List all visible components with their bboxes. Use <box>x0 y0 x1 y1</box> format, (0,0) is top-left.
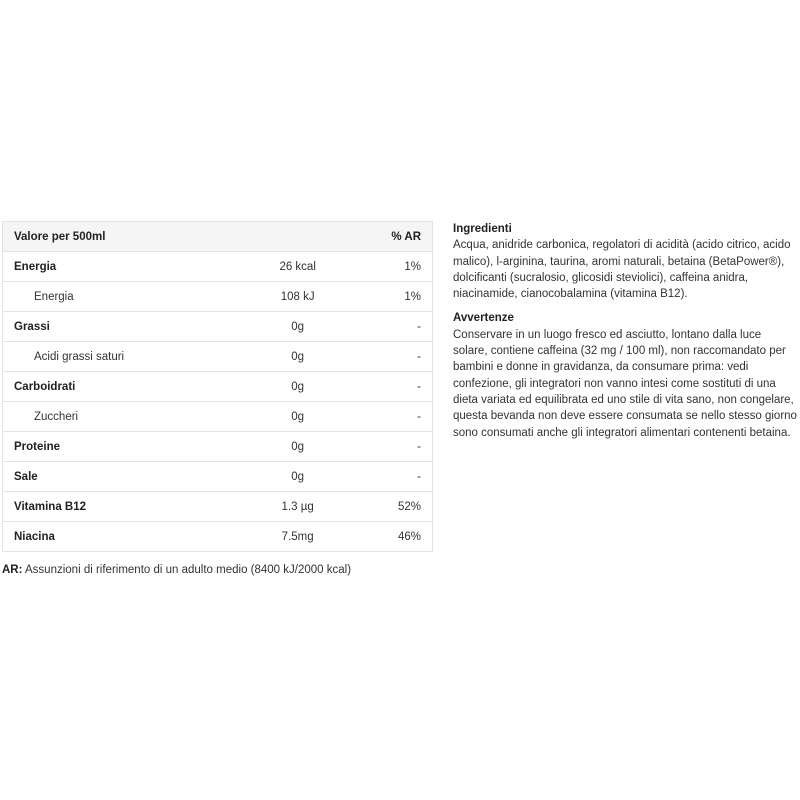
header-label: Valore per 500ml <box>3 222 234 252</box>
warnings-title: Avvertenze <box>453 312 514 325</box>
table-row <box>3 282 433 312</box>
nutrient-name: Carboidrati <box>3 372 234 402</box>
footnote-text: Assunzioni di riferimento di un adulto medio (8400 kJ/2000 kcal) <box>22 564 352 576</box>
nutrient-name: Zuccheri <box>3 402 234 432</box>
ingredients-title: Ingredienti <box>453 223 512 235</box>
table-row <box>3 432 433 462</box>
nutrient-name: Niacina <box>3 522 234 552</box>
nutrient-name: Grassi <box>3 312 234 342</box>
nutrient-name: Sale <box>3 462 234 492</box>
table-row <box>3 312 433 342</box>
table-row <box>3 372 433 402</box>
table-header-row <box>3 222 433 252</box>
table-row <box>3 522 433 552</box>
warnings-text: Conservare in un luogo fresco ed asciutto, lontano dalla luce solare, contiene caffeina (32 mg / 100 ml), non raccomandato per bambini e donne in gravidanza, da consumare prima: vedi confezione, gli integratori non vanno intesi come sostituti di una dieta variata ed equilibrata ed uno stile di vita sano, non congelare, questa bevanda non deve essere consumata se nello stesso giorno sono consumati anche gli integratori alimentari contenenti betaina. <box>453 328 797 439</box>
nutrient-value: 0g <box>233 372 362 402</box>
footnote-term: AR: <box>2 564 23 576</box>
nutrient-ar: 1% <box>362 252 432 282</box>
nutrient-ar: 52% <box>362 492 432 522</box>
nutrient-ar: - <box>362 462 432 492</box>
nutrient-ar: 46% <box>362 522 432 552</box>
nutrient-value: 7.5mg <box>233 522 362 552</box>
nutrient-value: 1.3 µg <box>233 492 362 522</box>
nutrition-table-container <box>2 221 433 552</box>
nutrient-value: 0g <box>233 402 362 432</box>
nutrient-ar: 1% <box>362 282 432 312</box>
nutrient-value: 26 kcal <box>233 252 362 282</box>
reference-intake-footnote <box>2 564 351 576</box>
nutrient-ar: - <box>362 312 432 342</box>
nutrient-name: Proteine <box>3 432 234 462</box>
nutrient-name: Acidi grassi saturi <box>3 342 234 372</box>
nutrient-value: 0g <box>233 342 362 372</box>
table-row <box>3 402 433 432</box>
nutrient-name: Vitamina B12 <box>3 492 234 522</box>
nutrient-ar: - <box>362 372 432 402</box>
table-row <box>3 342 433 372</box>
table-row <box>3 252 433 282</box>
nutrient-value: 108 kJ <box>233 282 362 312</box>
nutrition-table <box>2 221 433 552</box>
nutrient-value: 0g <box>233 432 362 462</box>
table-row <box>3 462 433 492</box>
nutrient-ar: - <box>362 342 432 372</box>
nutrient-value: 0g <box>233 312 362 342</box>
ingredients-text: Acqua, anidride carbonica, regolatori di acidità (acido citrico, acido malico), l-arginina, taurina, aromi naturali, betaina (BetaPower®), dolcificanti (sucralosio, glicosidi steviolici), caffeina anidra, niacinamide, cianocobalamina (vitamina B12). <box>453 239 791 301</box>
nutrient-ar: - <box>362 402 432 432</box>
nutrient-value: 0g <box>233 462 362 492</box>
table-row <box>3 492 433 522</box>
nutrient-ar: - <box>362 432 432 462</box>
nutrient-name: Energia <box>3 252 234 282</box>
header-value <box>233 222 362 252</box>
product-info <box>453 221 798 449</box>
nutrient-name: Energia <box>3 282 234 312</box>
header-ar: % AR <box>362 222 432 252</box>
